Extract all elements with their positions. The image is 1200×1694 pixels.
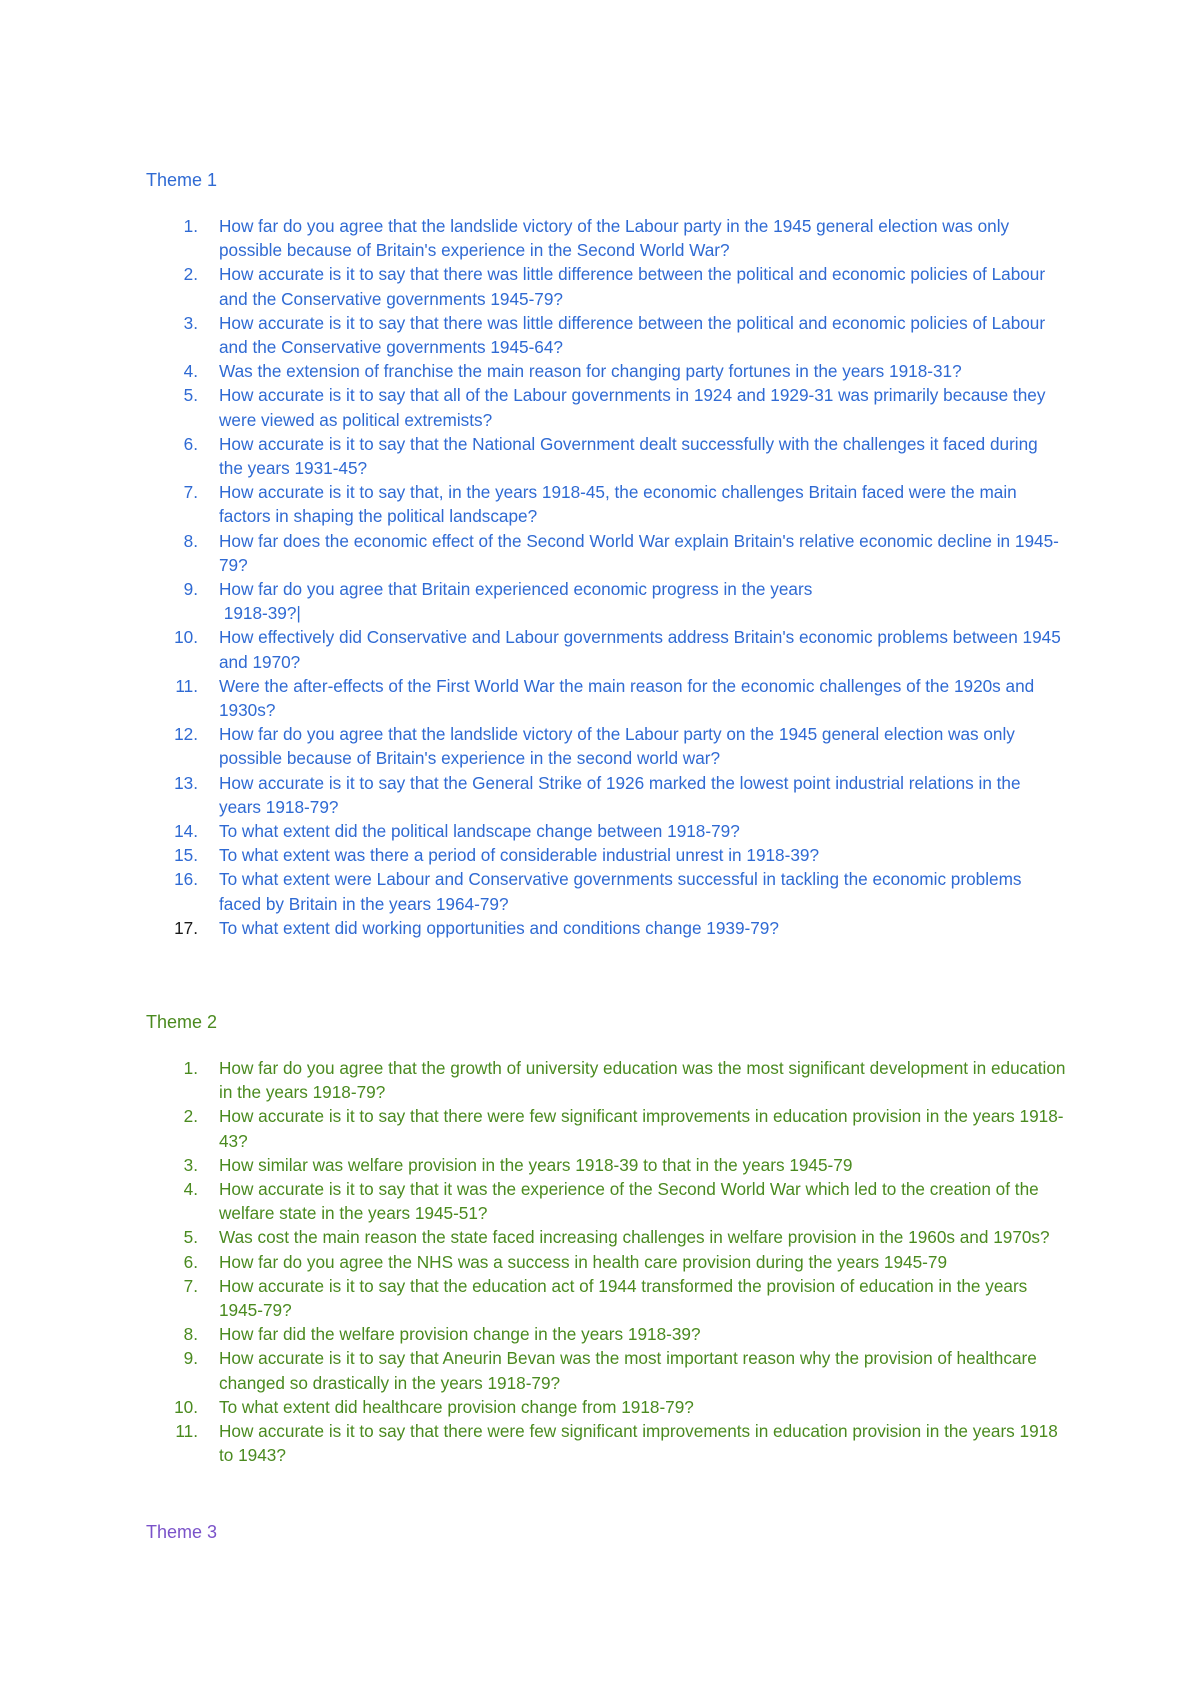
list-item xyxy=(146,1153,1066,1177)
list-item xyxy=(146,867,1066,915)
question-text: Was the extension of franchise the main reason for changing party fortunes in the years 1918-31? xyxy=(219,361,962,382)
list-number: 10. xyxy=(174,627,198,648)
theme-1-heading: Theme 1 xyxy=(146,170,218,190)
list-item xyxy=(146,214,1066,262)
question-text: How accurate is it to say that the General Strike of 1926 marked the lowest point industrial relations in the years 1918-79? xyxy=(219,772,1021,817)
question-text: To what extent did the political landscape change between 1918-79? xyxy=(219,821,740,842)
theme-2-section xyxy=(146,1010,1066,1467)
question-text: How far do you agree that the landslide victory of the Labour party on the 1945 general election was only possible because of Britain's experience in the second world war? xyxy=(219,724,1015,769)
question-text: How far do you agree the NHS was a success in health care provision during the years 1945-79 xyxy=(219,1251,948,1272)
list-item xyxy=(146,577,1066,625)
list-number: 11. xyxy=(175,1421,198,1442)
question-text: How far do you agree that the landslide victory of the Labour party in the 1945 general election was only possible because of Britain's experience in the Second World War? xyxy=(219,216,1010,261)
question-text: Was cost the main reason the state faced increasing challenges in welfare provision in the 1960s and 1970s? xyxy=(219,1227,1050,1248)
question-text: To what extent were Labour and Conservative governments successful in tackling the economic problems faced by Britain in the years 1964-79? xyxy=(219,869,1022,914)
list-number: 3. xyxy=(183,1154,198,1175)
list-item xyxy=(146,1322,1066,1346)
question-text: How effectively did Conservative and Labour governments address Britain's economic problems between 1945 and 1970? xyxy=(219,627,1061,672)
question-text: How accurate is it to say that there were few significant improvements in education provision in the years 1918 to 1943? xyxy=(219,1421,1058,1466)
question-text: How far do you agree that Britain experienced economic progress in the years xyxy=(219,579,813,600)
list-number: 17. xyxy=(174,917,198,938)
list-number: 7. xyxy=(183,482,198,503)
list-number: 6. xyxy=(183,1251,198,1272)
question-text: How far did the welfare provision change in the years 1918-39? xyxy=(219,1324,701,1345)
list-item xyxy=(146,1419,1066,1467)
list-number: 12. xyxy=(174,724,198,745)
list-item xyxy=(146,480,1066,528)
list-item xyxy=(146,722,1066,770)
list-item xyxy=(146,529,1066,577)
list-number: 10. xyxy=(174,1396,198,1417)
question-text: How accurate is it to say that Aneurin Bevan was the most important reason why the provision of healthcare changed so drastically in the years 1918-79? xyxy=(219,1348,1037,1393)
question-text: How far does the economic effect of the Second World War explain Britain's relative economic decline in 1945-79? xyxy=(219,530,1059,575)
list-item xyxy=(146,432,1066,480)
list-number: 11. xyxy=(175,675,198,696)
question-text: How accurate is it to say that the education act of 1944 transformed the provision of education in the years 1945-79? xyxy=(219,1275,1028,1321)
theme-1-section xyxy=(146,168,1066,940)
question-text: To what extent did healthcare provision change from 1918-79? xyxy=(219,1396,694,1417)
theme-1-question-list xyxy=(146,214,1066,940)
list-number: 1. xyxy=(183,1058,198,1078)
list-number: 8. xyxy=(183,530,198,551)
theme-2-question-list xyxy=(146,1056,1066,1467)
list-number: 4. xyxy=(183,361,198,382)
question-text: How accurate is it to say that there were few significant improvements in education provision in the years 1918-43? xyxy=(219,1106,1064,1151)
list-item xyxy=(146,359,1066,383)
list-number: 9. xyxy=(183,579,198,600)
list-item xyxy=(146,771,1066,819)
question-text: How accurate is it to say that the National Government dealt successfully with the challenges it faced during the years 1931-45? xyxy=(219,433,1038,479)
list-number: 1. xyxy=(183,216,198,236)
list-item xyxy=(146,625,1066,673)
question-text: To what extent did working opportunities and conditions change 1939-79? xyxy=(219,917,779,938)
question-text: How accurate is it to say that, in the years 1918-45, the economic challenges Britain faced were the main factors in shaping the political landscape? xyxy=(219,482,1017,527)
theme-2-heading: Theme 2 xyxy=(146,1012,218,1032)
list-number: 5. xyxy=(183,1227,198,1248)
list-number: 8. xyxy=(183,1324,198,1345)
list-number: 9. xyxy=(183,1348,198,1369)
list-number: 7. xyxy=(183,1275,198,1296)
list-item xyxy=(146,674,1066,722)
list-number: 5. xyxy=(183,385,198,406)
list-number: 2. xyxy=(183,1106,198,1127)
list-item xyxy=(146,1225,1066,1249)
question-text: How accurate is it to say that it was the experience of the Second World War which led to the creation of the welfare state in the years 1945-51? xyxy=(219,1179,1039,1224)
list-item xyxy=(146,383,1066,431)
list-item xyxy=(146,1104,1066,1152)
list-item xyxy=(146,1177,1066,1225)
list-item xyxy=(146,843,1066,867)
theme-3-heading: Theme 3 xyxy=(146,1522,218,1542)
list-number: 15. xyxy=(174,845,198,866)
list-item xyxy=(146,819,1066,843)
question-text: Were the after-effects of the First World War the main reason for the economic challenges of the 1920s and 1930s? xyxy=(219,675,1035,721)
question-text: How accurate is it to say that there was little difference between the political and economic policies of Labour and the Conservative governments 1945-64? xyxy=(219,312,1046,358)
list-item xyxy=(146,1274,1066,1322)
question-text: How far do you agree that the growth of university education was the most significant development in education in the years 1918-79? xyxy=(219,1058,1066,1103)
question-text-continued: 1918-39?| xyxy=(219,603,301,624)
list-number: 14. xyxy=(174,821,198,842)
list-item xyxy=(146,1346,1066,1394)
list-number: 3. xyxy=(183,312,198,333)
list-number: 13. xyxy=(174,772,198,793)
list-item xyxy=(146,262,1066,310)
list-item xyxy=(146,916,1066,940)
question-text: How accurate is it to say that all of the Labour governments in 1924 and 1929-31 was primarily because they were viewed as political extremists? xyxy=(219,385,1046,430)
list-number: 16. xyxy=(174,869,198,890)
list-item xyxy=(146,1395,1066,1419)
list-item xyxy=(146,311,1066,359)
question-text: How similar was welfare provision in the years 1918-39 to that in the years 1945-79 xyxy=(219,1154,853,1175)
list-number: 2. xyxy=(183,264,198,285)
list-number: 6. xyxy=(183,433,198,454)
question-text: To what extent was there a period of considerable industrial unrest in 1918-39? xyxy=(219,845,820,866)
list-item xyxy=(146,1056,1066,1104)
theme-3-section xyxy=(146,1520,1066,1544)
list-number: 4. xyxy=(183,1179,198,1200)
question-text: How accurate is it to say that there was little difference between the political and economic policies of Labour and the Conservative governments 1945-79? xyxy=(219,264,1046,309)
list-item xyxy=(146,1250,1066,1274)
